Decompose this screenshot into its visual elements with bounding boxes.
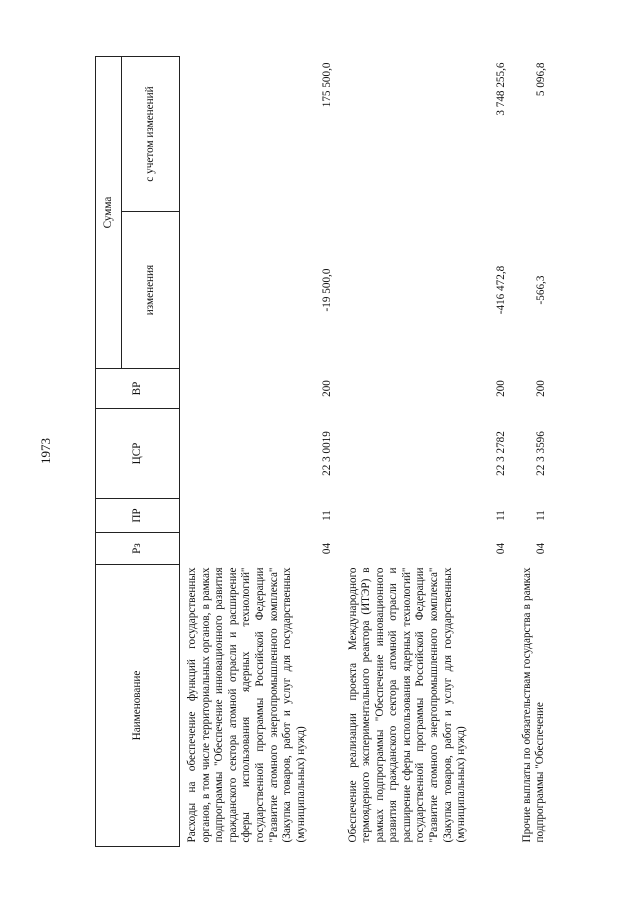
table-row: [180, 57, 341, 847]
table-row: [341, 57, 515, 847]
row-change: -416 472,8: [494, 265, 507, 315]
row-rz: 04: [534, 542, 547, 555]
header-pr: ПР: [96, 499, 180, 533]
row-pr: 11: [534, 510, 547, 521]
header-csr: ЦСР: [96, 409, 180, 499]
header-with-change: с учетом изменений: [122, 57, 180, 212]
row-name: Прочие выплаты по обязательствам государства в рамках подпрограммы "Обеспечение: [520, 567, 547, 843]
row-vr: 200: [320, 380, 333, 397]
header-name: Наименование: [96, 565, 180, 847]
page-number: 1973: [38, 438, 53, 464]
header-rz: Рз: [96, 533, 180, 565]
row-pr: 11: [494, 510, 507, 521]
table-row: [515, 57, 555, 847]
row-with-change: 5 096,8: [534, 62, 547, 97]
header-vr: ВР: [96, 369, 180, 409]
row-change: -19 500,0: [320, 268, 333, 312]
header-change: изменения: [122, 212, 180, 369]
table-header: [96, 57, 180, 847]
row-vr: 200: [534, 380, 547, 397]
row-change: -566,3: [534, 275, 547, 305]
row-vr: 200: [494, 380, 507, 397]
rotated-page: [95, 57, 545, 847]
row-name: Расходы на обеспечение функций государственных органов, в том числе территориальных органов, в рамках подпрограммы "Обеспечение инновационного развития гражданского сектора атомной отрасли и расширение сферы использования ядерных технологий" государственной программы Российской Федерации "Развитие атомного энергопромышленного комплекса" (Закупка товаров, работ и услуг для государственных (муниципальных) нужд): [186, 567, 307, 843]
row-name: Обеспечение реализации проекта Международного термоядерного экспериментального реактора (ИТЭР) в рамках подпрограммы "Обеспечение инновационного развития гражданского сектора атомной отрасли и расширение сферы использования ядерных технологий" государственной программы Российской Федерации "Развитие атомного энергопромышленного комплекса" (Закупка товаров, работ и услуг для государственных (муниципальных) нужд): [346, 567, 468, 843]
row-csr: 22 3 0019: [320, 431, 333, 476]
row-csr: 22 3 2782: [494, 431, 507, 476]
row-pr: 11: [320, 510, 333, 521]
row-rz: 04: [320, 542, 333, 555]
row-with-change: 3 748 255,6: [494, 62, 507, 116]
row-with-change: 175 500,0: [320, 62, 333, 108]
row-csr: 22 3 3596: [534, 431, 547, 476]
row-rz: 04: [494, 542, 507, 555]
header-sum: Сумма: [96, 57, 122, 369]
budget-table: [95, 56, 555, 847]
